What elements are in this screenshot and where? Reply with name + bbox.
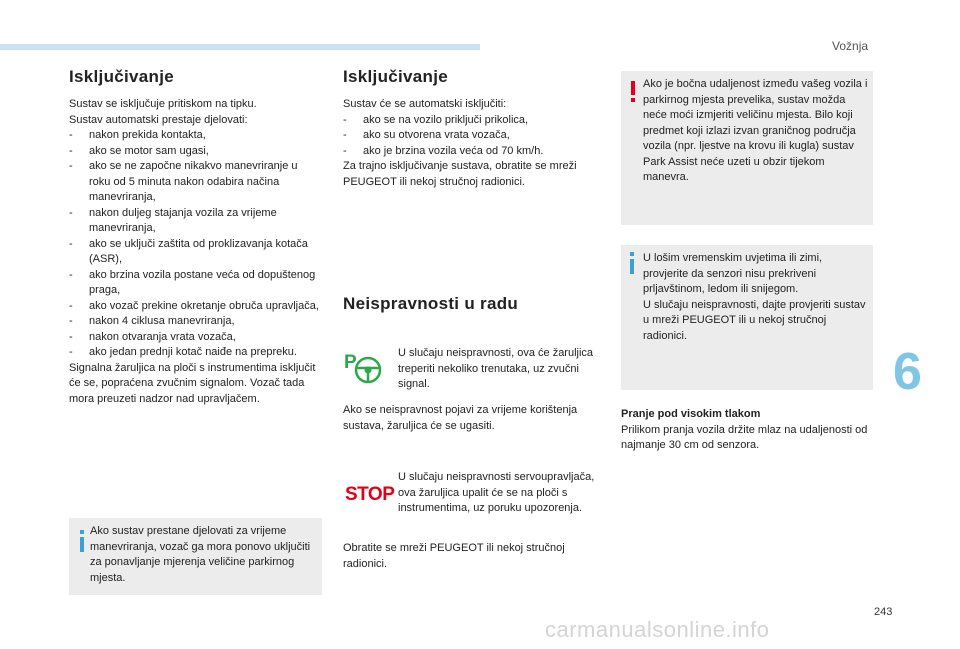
col2-outro: Za trajno isključivanje sustava, obratite se mreži PEUGEOT ili nekoj stručnoj radionici.: [343, 160, 577, 188]
watermark: carmanualsonline.info: [545, 617, 770, 642]
park-assist-fault-icon: [343, 350, 383, 384]
section-label: Vožnja: [832, 39, 869, 53]
list-item: - ako su otvorena vrata vozača,: [343, 129, 510, 141]
wash-text: Prilikom pranja vozila držite mlaz na udaljenosti od najmanje 30 cm od senzora.: [621, 423, 868, 451]
stop-warning-icon: STOP: [345, 484, 395, 505]
list-item: - ako se motor sam ugasi,: [69, 144, 209, 157]
wash-title: Pranje pod visokim tlakom: [621, 408, 761, 420]
list-item: - nakon duljeg stajanja vozila za vrijeme manevriranja,: [69, 206, 277, 234]
fault-stop-text: U slučaju neispravnosti servoupravljača, ova žaruljica upalit će se na ploči s instrumentima, uz poruku upozorenja.: [398, 471, 595, 514]
warning-text: Ako je bočna udaljenost između vašeg vozila i parkirnog mjesta prevelika, sustav možda neće moći izmjeriti veličinu mjesta. Bilo koji predmet koji izlazi izvan graničnog područja vozila (npr. ljestve na krovu ili kugla) sustav Park Assist neće uzeti u obzir tijekom manevra.: [643, 78, 868, 183]
col2-title: Isključivanje: [343, 67, 449, 86]
wash-section: [621, 407, 879, 454]
col1-intro-2: Sustav automatski prestaje djelovati:: [69, 113, 248, 126]
col1-info-text: Ako sustav prestane djelovati za vrijeme manevriranja, vozač ga mora ponovo uključiti za ponavljanje mjerenja veličine parkirnog mjesta.: [90, 525, 311, 584]
svg-text:P: P: [344, 352, 357, 373]
list-item: - nakon 4 ciklusa manevriranja,: [69, 315, 235, 327]
col3-info-text: U lošim vremenskim uvjetima ili zimi, provjerite da senzori nisu prekriveni prljavštinom, ledom ili snijegom. U slučaju neispravnosti, dajte provjeriti sustav u mreži PEUGEOT ili u nekoj stručnoj radionici.: [643, 252, 866, 342]
fault-end-text: Obratite se mreži PEUGEOT ili nekoj stručnoj radionici.: [343, 542, 565, 570]
chapter-number: 6: [893, 343, 922, 401]
col1-body: [69, 97, 319, 407]
col1-title: Isključivanje: [69, 67, 175, 86]
col1-info-box: [69, 518, 322, 595]
info-icon: [627, 252, 637, 274]
info-icon: [77, 530, 87, 552]
list-item: - ako brzina vozila postane veća od dopuštenog praga,: [69, 268, 316, 296]
list-item: - ako jedan prednji kotač naiđe na prepreku.: [69, 346, 297, 358]
header-accent-bar: [0, 44, 480, 50]
warning-box: [621, 71, 873, 225]
list-item: - ako je brzina vozila veća od 70 km/h.: [343, 144, 544, 157]
list-item: - ako vozač prekine okretanje obruča upravljača,: [69, 299, 319, 312]
page-number: 243: [874, 606, 893, 618]
col1-outro: Signalna žaruljica na ploči s instrumentima isključit će se, popraćena zvučnim signalom. Vozač tada mora preuzeti nadzor nad upravljačem.: [69, 361, 316, 405]
list-item: - ako se ne započne nikakvo manevriranje u roku od 5 minuta nakon odabira načina manevriranja,: [69, 160, 298, 203]
col3-info-box: [621, 245, 873, 390]
fault-title: Neispravnosti u radu: [343, 294, 519, 313]
fault-mid-text: Ako se neispravnost pojavi za vrijeme korištenja sustava, žaruljica će se ugasiti.: [343, 404, 578, 432]
warning-icon: [630, 81, 636, 103]
col2-body: [343, 97, 598, 190]
col1-intro-1: Sustav se isključuje pritiskom na tipku.: [69, 98, 257, 110]
list-item: - ako se uključi zaštita od proklizavanja kotača (ASR),: [69, 237, 308, 265]
col2-intro: Sustav će se automatski isključiti:: [343, 98, 507, 110]
list-item: - nakon otvaranja vrata vozača,: [69, 330, 236, 343]
fault-p-text: U slučaju neispravnosti, ova će žaruljica treperiti nekoliko trenutaka, uz zvučni signal.: [398, 347, 594, 390]
list-item: - nakon prekida kontakta,: [69, 129, 206, 141]
list-item: - ako se na vozilo priključi prikolica,: [343, 113, 529, 126]
